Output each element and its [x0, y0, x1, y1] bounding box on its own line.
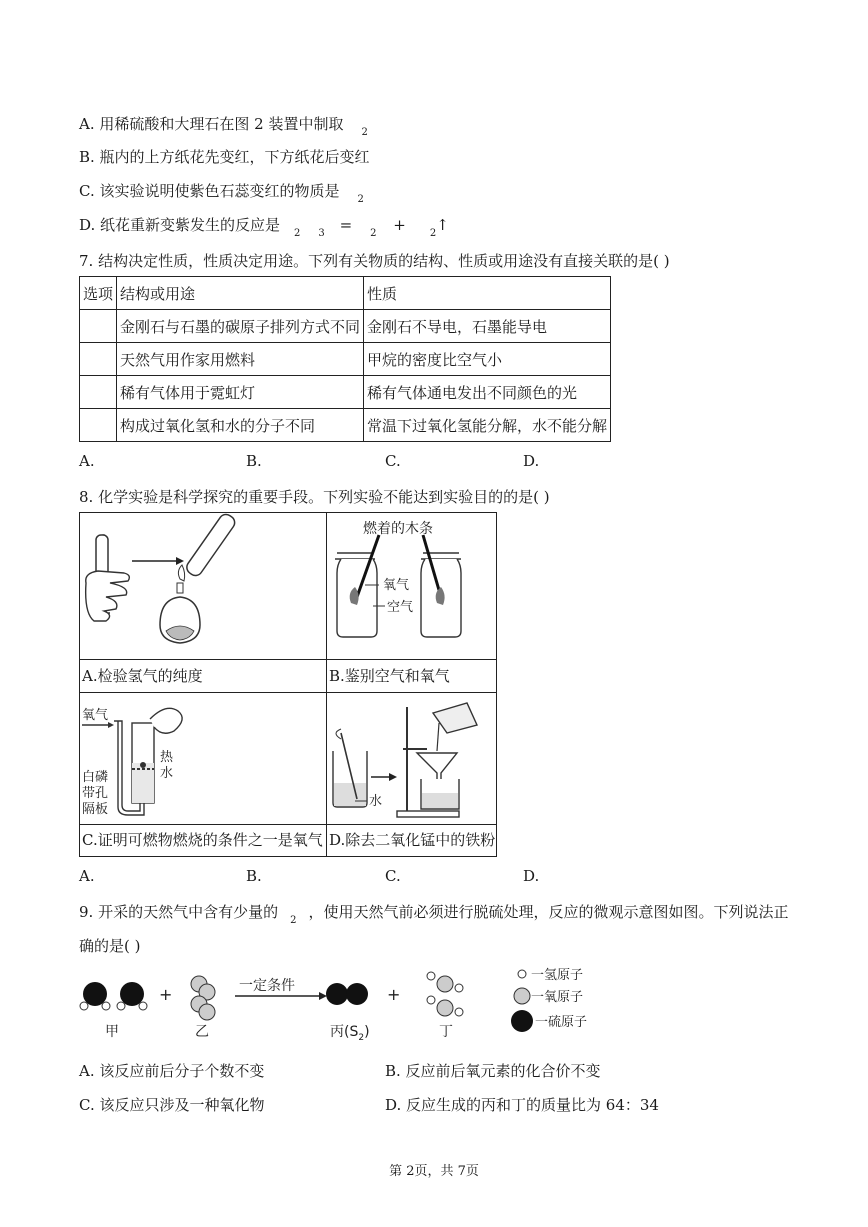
- legend-oxygen: 一氧原子: [531, 990, 584, 1005]
- label-white-phosphorus: 白磷: [82, 770, 109, 785]
- legend-sulfur: 一硫原子: [535, 1015, 588, 1030]
- q8-caption-b: B.鉴别空气和氧气: [329, 667, 450, 685]
- q8-stem: 8. 化学实验是科学探究的重要手段。下列实验不能达到实验目的的是( ): [79, 488, 550, 506]
- q6-option-d: D. 纸花重新变紫发生的反应是 $_2$ $_3$ = $_2$ + $_2$↑: [79, 216, 449, 239]
- label-perforated: 带孔: [82, 786, 109, 801]
- molecule-bing: [326, 983, 368, 1005]
- figure-b-gas-identification: [327, 513, 497, 659]
- label-burning-stick: 燃着的木条: [363, 521, 433, 537]
- label-water: 水: [369, 794, 383, 809]
- table-cell: 金刚石不导电，石墨能导电: [364, 310, 611, 343]
- reaction-condition: 一定条件: [239, 978, 295, 994]
- table-cell: 金刚石与石墨的碳原子排列方式不同: [117, 310, 364, 343]
- plus-sign: +: [159, 985, 173, 1004]
- q9-option-d[interactable]: D. 反应生成的丙和丁的质量比为 64：34: [385, 1096, 659, 1114]
- table-cell: 天然气用作家用燃料: [117, 343, 364, 376]
- q9-option-a[interactable]: A. 该反应前后分子个数不变: [79, 1062, 265, 1080]
- q8-choice-c[interactable]: C.: [385, 867, 401, 885]
- table-cell: [80, 409, 117, 442]
- table-cell: 稀有气体通电发出不同颜色的光: [364, 376, 611, 409]
- figure-c-combustion: [80, 693, 326, 824]
- q8-caption-d: D.除去二氧化锰中的铁粉: [329, 831, 496, 849]
- label-water: 水: [160, 766, 174, 781]
- molecule-jia: [80, 982, 147, 1010]
- q6-option-b: B. 瓶内的上方纸花先变红，下方纸花后变红: [79, 148, 370, 166]
- q9-option-c[interactable]: C. 该反应只涉及一种氧化物: [79, 1096, 265, 1114]
- q6-option-a: A. 用稀硫酸和大理石在图 2 装置中制取 $_2$: [79, 115, 368, 138]
- plus-sign: +: [387, 985, 401, 1004]
- label-yi: 乙: [195, 1024, 209, 1040]
- q9-stem: 9. 开采的天然气中含有少量的 $_2$ ，使用天然气前必须进行脱硫处理，反应的微观示意图如图。下列说法正: [79, 903, 789, 926]
- label-partition: 隔板: [82, 802, 109, 817]
- page-footer: 第 2页，共 7页: [389, 1164, 479, 1179]
- q9-reaction-diagram: [75, 960, 635, 1050]
- label-hot: 热: [160, 750, 174, 765]
- label-ding: 丁: [439, 1024, 453, 1040]
- q8-choice-b[interactable]: B.: [246, 867, 262, 885]
- figure-a-hydrogen-test: [80, 513, 326, 659]
- table-header-row: [80, 277, 611, 310]
- table-row: [80, 310, 611, 343]
- q9-option-b[interactable]: B. 反应前后氧元素的化合价不变: [385, 1062, 601, 1080]
- table-cell: 甲烷的密度比空气小: [364, 343, 611, 376]
- legend: [511, 968, 587, 1032]
- legend-hydrogen: 一氢原子: [531, 968, 584, 983]
- molecule-yi: [191, 976, 215, 1020]
- table-cell: [80, 310, 117, 343]
- q7-choice-b[interactable]: B.: [246, 452, 262, 470]
- q7-choice-d[interactable]: D.: [523, 452, 540, 470]
- q8-figure-grid: [79, 512, 497, 857]
- table-header-cell: 选项: [80, 277, 117, 310]
- table-row: [80, 409, 611, 442]
- table-cell: [80, 343, 117, 376]
- table-cell: 稀有气体用于霓虹灯: [117, 376, 364, 409]
- label-bing: 丙$(S_2)$: [330, 1024, 370, 1043]
- q8-caption-c: C.证明可燃物燃烧的条件之一是氧气: [82, 831, 323, 849]
- label-oxygen: 氧气: [383, 578, 410, 593]
- grid-divider: [80, 659, 496, 660]
- q9-stem-line2: 确的是( ): [79, 937, 141, 955]
- label-jia: 甲: [105, 1024, 119, 1040]
- table-header-cell: 结构或用途: [117, 277, 364, 310]
- q7-choice-c[interactable]: C.: [385, 452, 401, 470]
- q8-choice-a[interactable]: A.: [79, 867, 95, 885]
- q7-choice-a[interactable]: A.: [79, 452, 95, 470]
- q7-table: [79, 276, 611, 442]
- q6-option-c: C. 该实验说明使紫色石蕊变红的物质是 $_2$: [79, 182, 364, 205]
- table-cell: 构成过氧化氢和水的分子不同: [117, 409, 364, 442]
- table-row: [80, 343, 611, 376]
- grid-divider: [80, 824, 496, 825]
- table-cell: 常温下过氧化氢能分解，水不能分解: [364, 409, 611, 442]
- table-header-cell: 性质: [364, 277, 611, 310]
- table-cell: [80, 376, 117, 409]
- q8-choice-d[interactable]: D.: [523, 867, 540, 885]
- table-row: [80, 376, 611, 409]
- q7-stem: 7. 结构决定性质，性质决定用途。下列有关物质的结构、性质或用途没有直接关联的是( ): [79, 252, 670, 270]
- label-air: 空气: [387, 600, 414, 615]
- molecule-ding: [427, 972, 463, 1016]
- label-oxygen-inlet: 氧气: [82, 708, 109, 723]
- figure-d-filtration: [327, 693, 497, 824]
- q8-caption-a: A.检验氢气的纯度: [82, 667, 203, 685]
